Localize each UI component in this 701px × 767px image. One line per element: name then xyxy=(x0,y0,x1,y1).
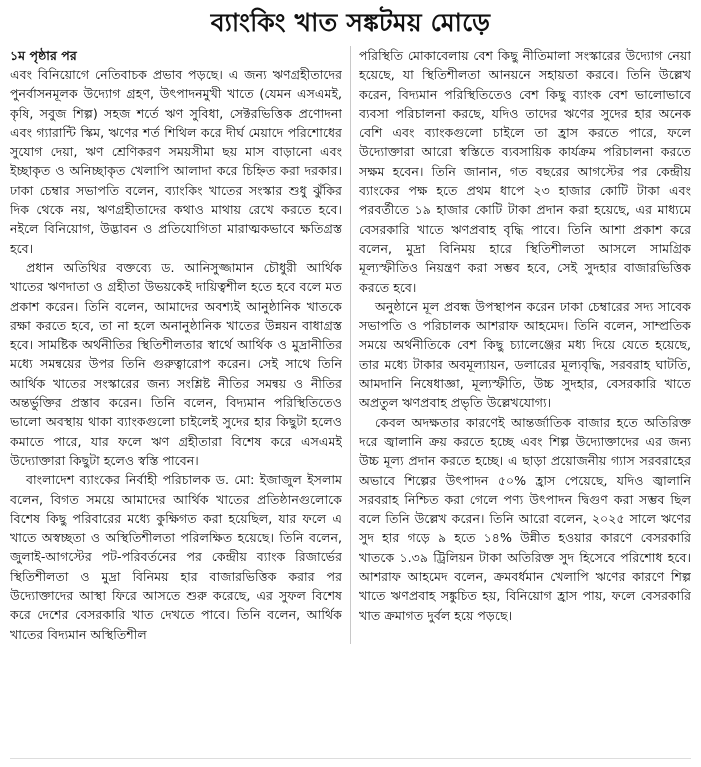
left-column xyxy=(10,46,342,644)
paragraph: বাংলাদেশ ব্যাংকের নির্বাহী পরিচালক ড. মো: ইজাজুল ইসলাম বলেন, বিগত সময়ে আমাদের আর্থিক খাতের প্রতিষ্ঠানগুলোকে বিশেষ কিছু পরিবারের মধ্যে কুক্ষিগত করা হয়েছিল, যার ফলে এ খাতে অস্বচ্ছতা ও অস্থিতিশীলতা পরিলক্ষিত হয়েছে। তিনি বলেন, জুলাই-আগস্টের পট-পরিবর্তনের পর কেন্দ্রীয় ব্যাংক রিজার্ভের স্থিতিশীলতা ও মুদ্রা বিনিময় হার বাজারভিত্তিক করার পর উদ্যোক্তাদের আস্থা ফিরে আসতে শুরু করেছে, এর সুফল বিশেষ করে দেশের বেসরকারি খাত দেখতে পাবে। তিনি বলেন, আর্থিক খাতের বিদ্যমান অস্থিতিশীল xyxy=(10,472,342,642)
column-divider xyxy=(350,46,351,644)
headline: ব্যাংকিং খাত সঙ্কটময় মোড়ে xyxy=(210,8,491,37)
bottom-divider xyxy=(10,758,691,759)
continued-from-label: ১ম পৃষ্ঠার পর xyxy=(10,48,77,63)
paragraph: প্রধান অতিথির বক্তব্যে ড. আনিসুজ্জামান চৌধুরী আর্থিক খাতের ঋণদাতা ও গ্রহীতা উভয়কেই দায়িত্বশীল হতে হবে বলে মত প্রকাশ করেন। তিনি বলেন, আমাদের অবশ্যই আনুষ্ঠানিক খাতকে রক্ষা করতে হবে, তা না হলে অনানুষ্ঠানিক খাতের উন্নয়ন বাধাগ্রস্ত হবে। সামষ্টিক অর্থনীতির স্থিতিশীলতার স্বার্থে আর্থিক ও মুদ্রানীতির মধ্যে সমন্বয়ের উপর তিনি গুরুত্বারোপ করেন। সেই সাথে তিনি আর্থিক খাতের সংস্কারের জন্য সংশ্লিষ্ট নীতির সমন্বয় ও নীতির অন্তর্ভুক্তির প্রস্তাব করেন। তিনি বলেন, বিদ্যমান পরিস্থিতিতেও ভালো অবস্থায় থাকা ব্যাংকগুলো চাইলেই সুদের হার কিছুটা হলেও কমাতে পারে, যার ফলে ঋণ গ্রহীতারা বিশেষ করে এসএমই উদ্যোক্তারা কিছুটা হলেও স্বস্তি পাবেন। xyxy=(10,259,342,468)
paragraph: অনুষ্ঠানে মূল প্রবন্ধ উপস্থাপন করেন ঢাকা চেম্বারের সদ্য সাবেক সভাপতি ও পরিচালক আশরাফ আহমেদ। তিনি বলেন, সাম্প্রতিক সময়ে অর্থনীতিকে বেশ কিছু চ্যালেঞ্জের মধ্য দিয়ে যেতে হয়েছে, তার মধ্যে টাকার অবমূল্যায়ন, ডলারের মূল্যবৃদ্ধি, সরবরাহ ঘাটতি, আমদানি নিষেধাজ্ঞা, মূল্যস্ফীতি, উচ্চ সুদহার, বেসরকারি খাতে অপ্রতুল ঋণপ্রবাহ প্রভৃতি উল্লেখযোগ্য। xyxy=(359,298,691,411)
article-body xyxy=(10,46,691,644)
paragraph: কেবল অদক্ষতার কারণেই আন্তর্জাতিক বাজার হতে অতিরিক্ত দরে জ্বালানি ক্রয় করতে হচ্ছে এবং শিল্প উদ্যোক্তাদের এর জন্য উচ্চ মূল্য প্রদান করতে হচ্ছে। এ ছাড়া প্রয়োজনীয় গ্যাস সরবরাহের অভাবে শিল্পের উৎপাদন ৫০% হ্রাস পেয়েছে, যদিও জ্বালানি সরবরাহ নিশ্চিত করা গেলে পণ্য উৎপাদন দ্বিগুণ করা সম্ভব ছিল বলে তিনি উল্লেখ করেন। তিনি আরো বলেন, ২০২৫ সালে ঋণের সুদ হার গড়ে ৯ হতে ১৪% উন্নীত হওয়ার কারণে বেসরকারি খাতকে ১.৩৯ ট্রিলিয়ন টাকা অতিরিক্ত সুদ হিসেবে পরিশোধ হবে। আশরাফ আহমেদ বলেন, ক্রমবর্ধমান খেলাপি ঋণের কারণে শিল্প খাতে ঋণপ্রবাহ সঙ্কুচিত হয়, বিনিয়োগ হ্রাস পায়, ফলে বেসরকারি খাত ক্রমাগত দুর্বল হয়ে পড়ছে। xyxy=(359,414,691,623)
paragraph: এবং বিনিয়োগে নেতিবাচক প্রভাব পড়ছে। এ জন্য ঋণগ্রহীতাদের পুনর্বাসনমূলক উদ্যোগ গ্রহণ, উৎপাদনমুখী খাতে (যেমন এসএমই, কৃষি, সবুজ শিল্প) সহজ শর্তে ঋণ সুবিধা, সেক্টরভিত্তিক প্রণোদনা এবং গ্যারান্টি স্কিম, ঋণের শর্ত শিথিল করে দীর্ঘ মেয়াদে পরিশোধের সুযোগ দেয়া, ঋণ শ্রেণিকরণ সময়সীমা ছয় মাস বাড়ানো এবং ইচ্ছাকৃত ও অনিচ্ছাকৃত খেলাপি আলাদা করে চিহ্নিত করা দরকার। ঢাকা চেম্বার সভাপতি বলেন, ব্যাংকিং খাতের সংস্কার শুধু ঝুঁকির দিক থেকে নয়, ঋণগ্রহীতাদের কথাও মাথায় রেখে করতে হবে। নইলে বিনিয়োগ, উদ্ভাবন ও প্রতিযোগিতা মারাত্মকভাবে ক্ষতিগ্রস্ত হবে। xyxy=(10,67,342,256)
paragraph: পরিস্থিতি মোকাবেলায় বেশ কিছু নীতিমালা সংস্কারের উদ্যোগ নেয়া হয়েছে, যা স্থিতিশীলতা আনয়নে সহায়তা করবে। তিনি উল্লেখ করেন, বিদ্যমান পরিস্থিতিতেও বেশ কিছু ব্যাংক বেশ ভালোভাবে ব্যবসা পরিচালনা করছে, যদিও তাদের ঋণের সুদের হার অনেক বেশি এবং ব্যাংকগুলো চাইলে তা হ্রাস করতে পারে, ফলে উদ্যোক্তারা আরো স্বস্তিতে ব্যবসায়িক কার্যক্রম পরিচালনা করতে সক্ষম হবেন। তিনি জানান, গত বছরের আগস্টের পর কেন্দ্রীয় ব্যাংকের পক্ষ হতে প্রথম ধাপে ২৩ হাজার কোটি টাকা এবং পরবর্তীতে ১৯ হাজার কোটি টাকা প্রদান করা হয়েছে, এর মাধ্যমে বেসরকারি খাতে ঋণপ্রবাহ বৃদ্ধি পাবে। তিনি আশা প্রকাশ করে বলেন, মুদ্রা বিনিময় হারে স্থিতিশীলতা আসলে সামগ্রিক মূল্যস্ফীতিও নিয়ন্ত্রণ করা সম্ভব হবে, সেই সুদহার বাজারভিত্তিক করতে হবে। xyxy=(359,48,691,295)
right-column xyxy=(359,46,691,644)
